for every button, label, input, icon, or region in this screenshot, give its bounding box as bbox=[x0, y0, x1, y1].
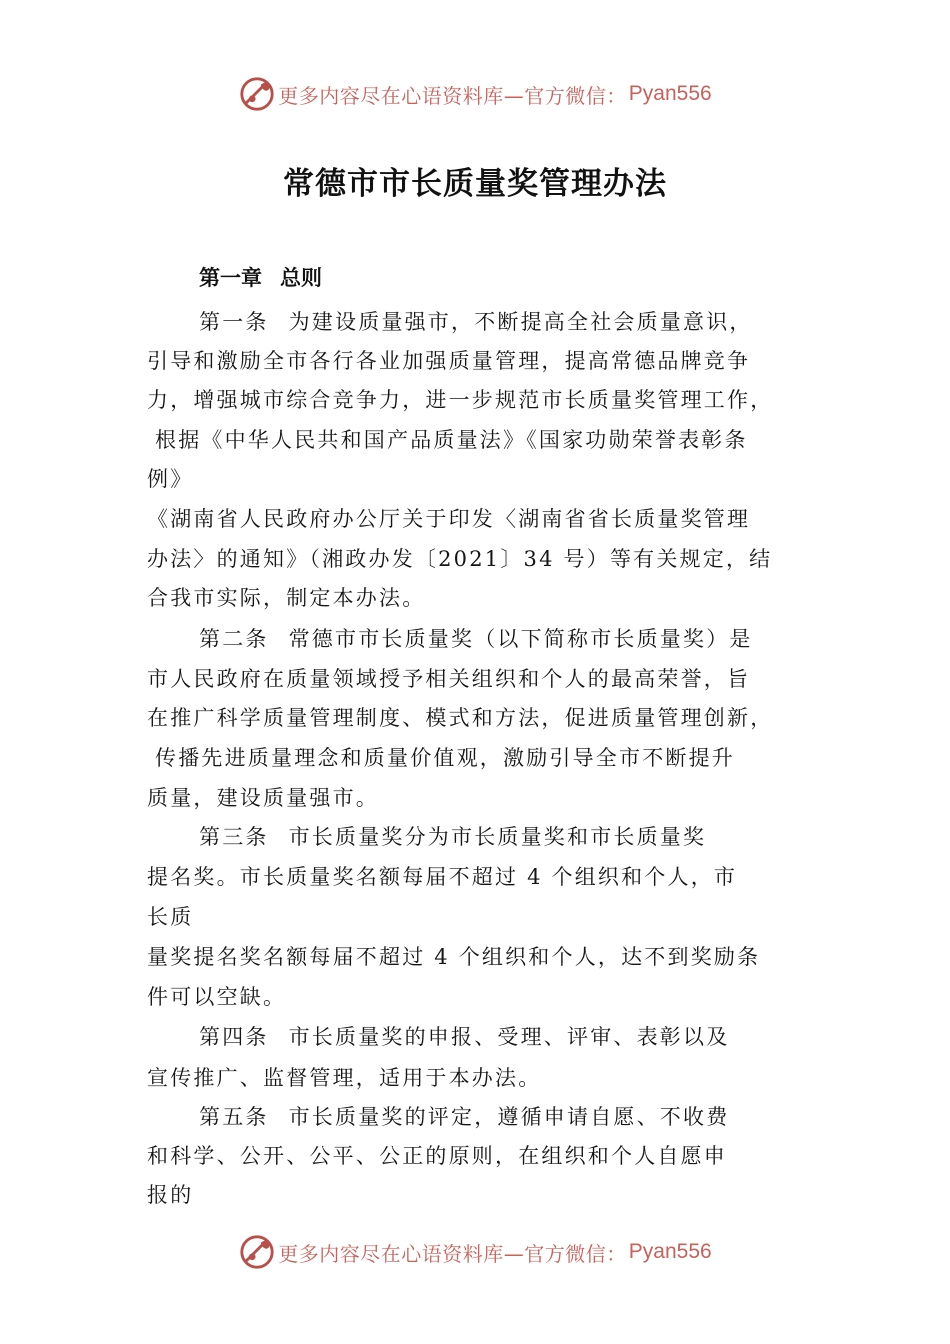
paragraph-line: 办法〉的通知》（湘政办发〔2021〕34 号）等有关规定，结 bbox=[147, 547, 773, 571]
banner-text: 更多内容尽在心语资料库—官方微信： bbox=[278, 83, 627, 108]
banner-text: 更多内容尽在心语资料库—官方微信： bbox=[278, 1241, 627, 1266]
wechat-id: Pyan556 bbox=[628, 82, 712, 105]
paragraph-line: 《湖南省人民政府办公厅关于印发〈湖南省省长质量奖管理 bbox=[147, 507, 751, 531]
paragraph-line: 提名奖。市长质量奖名额每届不超过 4 个组织和个人，市 bbox=[147, 865, 738, 889]
article-label: 第二条 bbox=[199, 627, 269, 651]
chapter-number: 第一章 bbox=[199, 266, 262, 290]
paragraph-line: 第三条 市长质量奖分为市长质量奖和市长质量奖 bbox=[199, 825, 707, 849]
paragraph-line: 和科学、公开、公平、公正的原则，在组织和个人自愿申 bbox=[147, 1144, 727, 1168]
paragraph-line: 第五条 市长质量奖的评定，遵循申请自愿、不收费 bbox=[199, 1105, 730, 1129]
article-label: 第五条 bbox=[199, 1105, 269, 1129]
header-banner bbox=[0, 72, 950, 116]
chapter-name: 总则 bbox=[280, 266, 322, 290]
logo-icon bbox=[238, 1233, 276, 1271]
paragraph-line: 市人民政府在质量领域授予相关组织和个人的最高荣誉，旨 bbox=[147, 667, 751, 691]
paragraph-line: 第二条 常德市市长质量奖（以下简称市长质量奖）是 bbox=[199, 627, 753, 651]
logo-icon bbox=[238, 75, 276, 113]
paragraph-line: 件可以空缺。 bbox=[147, 985, 287, 1009]
paragraph-line: 力，增强城市综合竞争力，进一步规范市长质量奖管理工作， bbox=[147, 388, 774, 412]
paragraph-line: 第一条 为建设质量强市，不断提高全社会质量意识， bbox=[199, 310, 753, 334]
paragraph-line: 引导和激励全市各行各业加强质量管理，提高常德品牌竞争 bbox=[147, 349, 751, 373]
article-label: 第四条 bbox=[199, 1025, 269, 1049]
paragraph-line: 例》 bbox=[147, 467, 194, 491]
article-label: 第三条 bbox=[199, 825, 269, 849]
paragraph-line: 在推广科学质量管理制度、模式和方法，促进质量管理创新， bbox=[147, 706, 774, 730]
paragraph-line: 量奖提名奖名额每届不超过 4 个组织和个人，达不到奖励条 bbox=[147, 945, 761, 969]
wechat-id: Pyan556 bbox=[628, 1240, 712, 1263]
article-label: 第一条 bbox=[199, 310, 269, 334]
paragraph-line: 传播先进质量理念和质量价值观，激励引导全市不断提升 bbox=[155, 746, 735, 770]
page-title: 常德市市长质量奖管理办法 bbox=[283, 166, 667, 202]
paragraph-line: 根据《中华人民共和国产品质量法》《国家功勋荣誉表彰条 bbox=[155, 428, 748, 452]
paragraph-line: 质量，建设质量强市。 bbox=[147, 786, 379, 810]
paragraph-line: 长质 bbox=[147, 905, 194, 929]
chapter-heading bbox=[199, 262, 322, 292]
paragraph-line: 宣传推广、监督管理，适用于本办法。 bbox=[147, 1066, 542, 1090]
footer-banner bbox=[0, 1230, 950, 1274]
paragraph-line: 第四条 市长质量奖的申报、受理、评审、表彰以及 bbox=[199, 1025, 730, 1049]
paragraph-line: 合我市实际，制定本办法。 bbox=[147, 586, 426, 610]
paragraph-line: 报的 bbox=[147, 1183, 194, 1207]
